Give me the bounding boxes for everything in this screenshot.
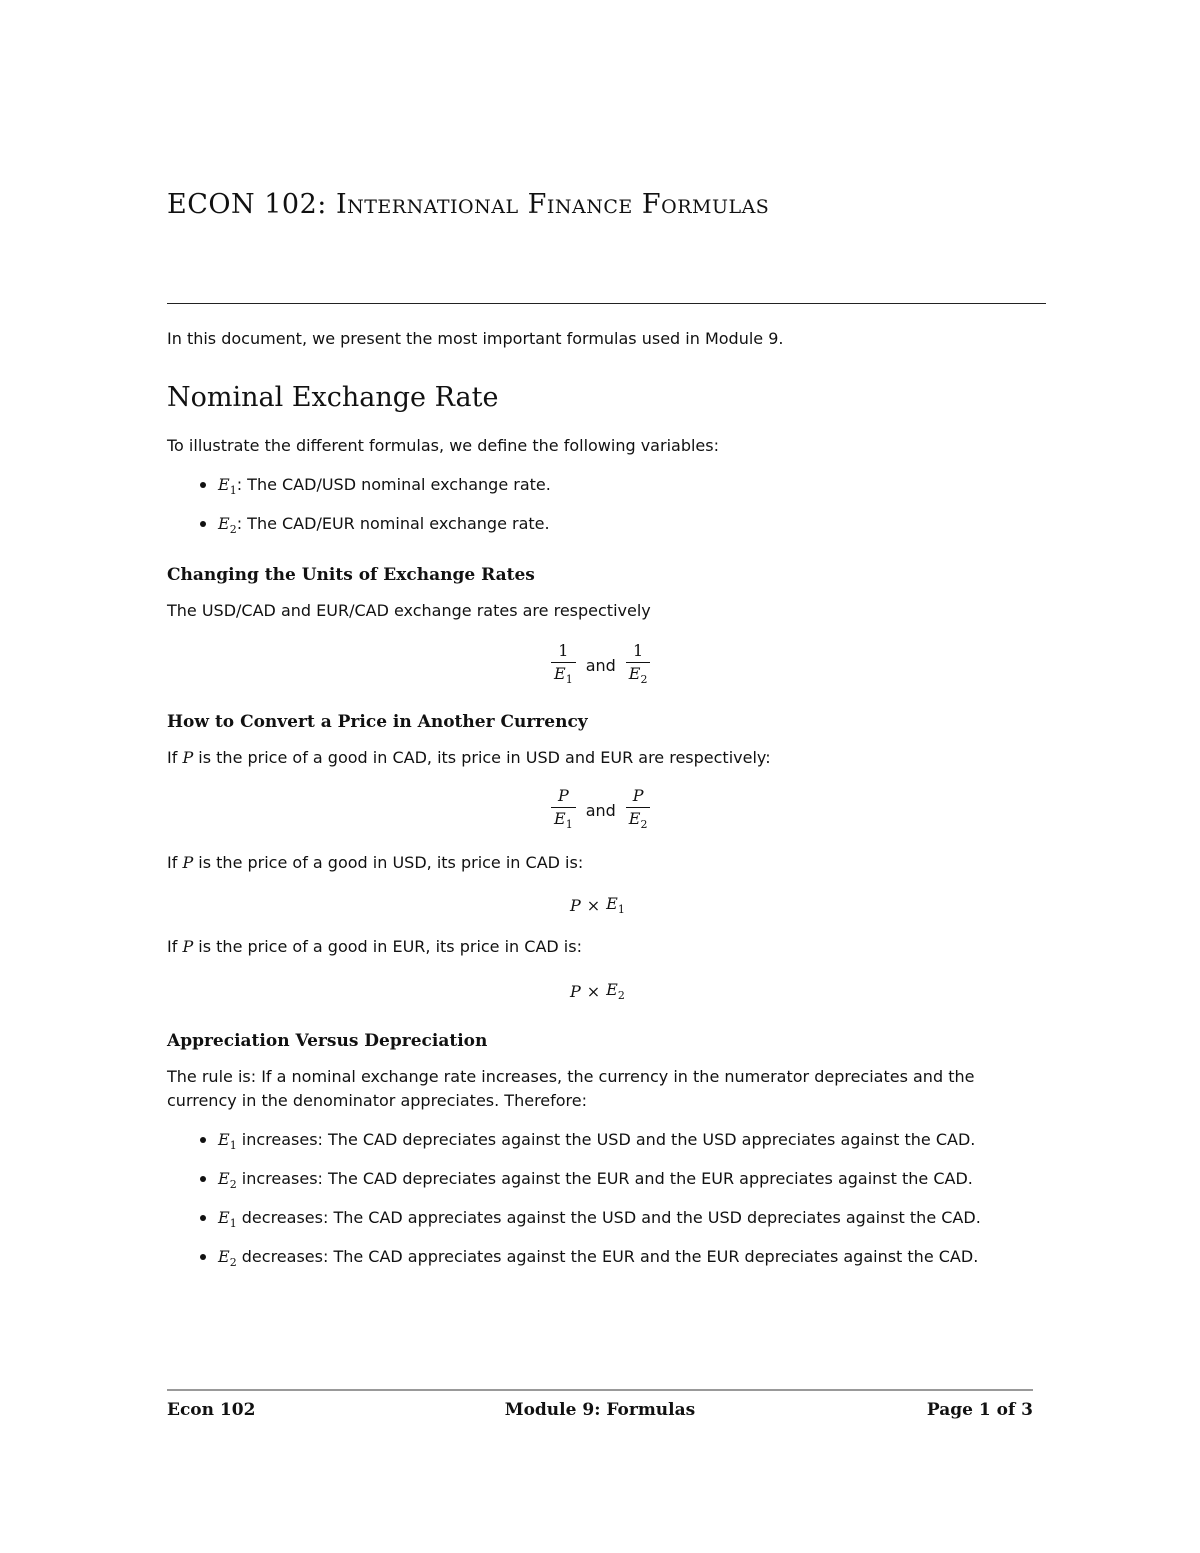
var-symbol: P xyxy=(182,748,194,767)
document-title xyxy=(167,189,769,220)
title-divider xyxy=(167,303,1046,304)
den-subscript: 2 xyxy=(640,673,648,687)
bullet-icon xyxy=(200,1176,206,1182)
den-subscript: 1 xyxy=(565,673,573,687)
appreciation-para-1: The rule is: If a nominal exchange rate increases, the currency in the numerator depreciates and the xyxy=(167,1067,975,1086)
convert-line-3 xyxy=(167,937,582,956)
den-symbol: E xyxy=(554,809,566,828)
var-subscript: 2 xyxy=(229,523,237,537)
appreciation-heading: Appreciation Versus Depreciation xyxy=(167,1031,488,1051)
and-word: and xyxy=(585,656,616,676)
section-heading: Nominal Exchange Rate xyxy=(167,382,499,413)
appreciation-para-2: currency in the denominator appreciates. Therefore: xyxy=(167,1091,588,1110)
convert-line-1 xyxy=(167,748,771,767)
units-heading: Changing the Units of Exchange Rates xyxy=(167,565,535,585)
and-word: and xyxy=(585,801,616,821)
denominator xyxy=(551,662,576,689)
var-symbol: E xyxy=(218,1169,230,1188)
denominator xyxy=(626,807,651,834)
var-symbol: E xyxy=(218,1208,230,1227)
fraction xyxy=(626,642,651,689)
rate-subscript: 2 xyxy=(617,989,625,1003)
var-subscript: 1 xyxy=(229,484,237,498)
section-lead: To illustrate the different formulas, we define the following variables: xyxy=(167,436,719,455)
footer-divider xyxy=(167,1389,1033,1391)
numerator: P xyxy=(557,786,569,805)
var-subscript: 1 xyxy=(229,1217,237,1231)
variable-item xyxy=(200,475,551,497)
convert-equation-3 xyxy=(570,980,625,1002)
appreciation-item xyxy=(200,1208,981,1230)
item-text: decreases: The CAD appreciates against the USD and the USD depreciates against the CAD. xyxy=(236,1208,981,1227)
text: is the price of a good in EUR, its price in CAD is: xyxy=(193,937,582,956)
text: If xyxy=(167,853,183,872)
times-symbol: × xyxy=(586,981,601,1001)
text: is the price of a good in USD, its price in CAD is: xyxy=(193,853,584,872)
bullet-icon xyxy=(200,521,206,527)
intro-text: In this document, we present the most important formulas used in Module 9. xyxy=(167,329,784,348)
denominator xyxy=(551,807,576,834)
var-subscript: 1 xyxy=(229,1139,237,1153)
variable-item xyxy=(200,514,550,536)
price-symbol: P xyxy=(570,981,581,1001)
fraction xyxy=(626,787,651,834)
units-equation xyxy=(549,642,652,689)
den-subscript: 2 xyxy=(640,818,648,832)
var-symbol: E xyxy=(218,1130,230,1149)
var-symbol: E xyxy=(218,514,230,533)
rate-symbol: E xyxy=(606,894,618,913)
convert-equation-1 xyxy=(549,787,652,834)
numerator: 1 xyxy=(558,641,569,660)
var-subscript: 2 xyxy=(229,1178,237,1192)
text: is the price of a good in CAD, its price in USD and EUR are respectively: xyxy=(193,748,771,767)
text: If xyxy=(167,748,183,767)
rate-symbol: E xyxy=(606,980,618,999)
bullet-icon xyxy=(200,1254,206,1260)
convert-heading: How to Convert a Price in Another Currency xyxy=(167,712,588,732)
units-text: The USD/CAD and EUR/CAD exchange rates are respectively xyxy=(167,601,651,620)
numerator: P xyxy=(632,786,644,805)
fraction xyxy=(551,787,576,834)
variable-text: : The CAD/EUR nominal exchange rate. xyxy=(236,514,550,533)
den-symbol: E xyxy=(628,664,641,683)
item-text: increases: The CAD depreciates against the USD and the USD appreciates against the CAD. xyxy=(236,1130,976,1149)
appreciation-item xyxy=(200,1247,978,1269)
title-rest: International Finance Formulas xyxy=(335,189,770,220)
den-subscript: 1 xyxy=(565,818,573,832)
item-text: decreases: The CAD appreciates against the EUR and the EUR depreciates against the CAD. xyxy=(236,1247,979,1266)
numerator: 1 xyxy=(633,641,644,660)
item-text: increases: The CAD depreciates against the EUR and the EUR appreciates against the CAD. xyxy=(236,1169,973,1188)
rate-subscript: 1 xyxy=(617,903,625,917)
times-symbol: × xyxy=(586,895,601,915)
var-symbol: P xyxy=(182,853,194,872)
var-symbol: P xyxy=(182,937,194,956)
footer-left: Econ 102 xyxy=(167,1400,256,1420)
text: If xyxy=(167,937,183,956)
price-symbol: P xyxy=(570,895,581,915)
denominator xyxy=(626,662,651,689)
convert-equation-2 xyxy=(570,894,625,916)
appreciation-item xyxy=(200,1130,975,1152)
bullet-icon xyxy=(200,482,206,488)
den-symbol: E xyxy=(628,809,641,828)
convert-line-2 xyxy=(167,853,583,872)
fraction xyxy=(551,642,576,689)
footer-center: Module 9: Formulas xyxy=(504,1400,696,1420)
bullet-icon xyxy=(200,1137,206,1143)
var-subscript: 2 xyxy=(229,1256,237,1270)
appreciation-item xyxy=(200,1169,973,1191)
footer-page-number: Page 1 of 3 xyxy=(926,1400,1033,1420)
variable-text: : The CAD/USD nominal exchange rate. xyxy=(236,475,551,494)
bullet-icon xyxy=(200,1215,206,1221)
den-symbol: E xyxy=(554,664,566,683)
title-prefix: ECON 102: xyxy=(167,189,327,220)
var-symbol: E xyxy=(218,1247,230,1266)
var-symbol: E xyxy=(218,475,230,494)
